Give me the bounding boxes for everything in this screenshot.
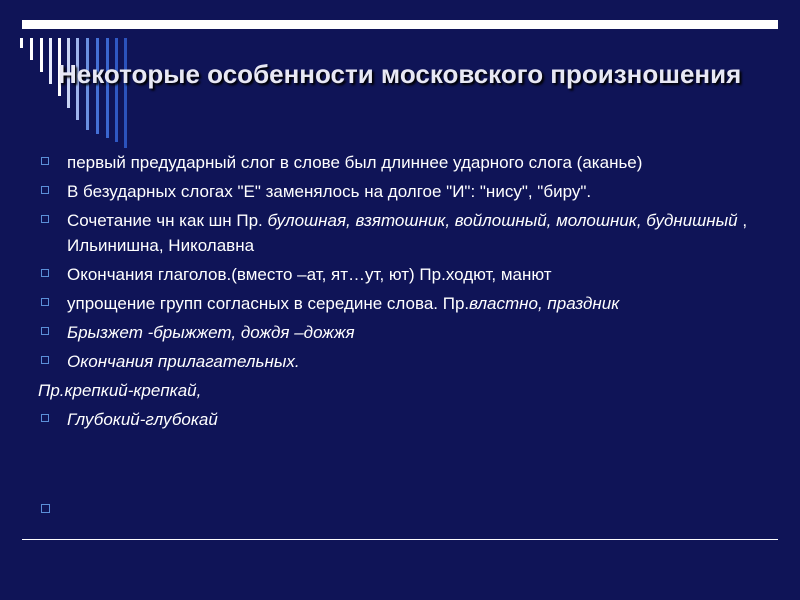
item-example: властно, праздник xyxy=(469,294,620,313)
item-text: Окончания глаголов.(вместо –ат, ят…ут, ют) Пр.ходют, манют xyxy=(67,265,552,284)
square-bullet-icon xyxy=(41,327,49,335)
item-example: булошная, взятошник, войлошный, молошник, буднишный xyxy=(267,211,738,230)
item-text: Окончания прилагательных. xyxy=(67,352,300,371)
stripe xyxy=(20,38,23,48)
item-text: , Ильинишна, Николавна xyxy=(67,211,748,255)
list-item xyxy=(38,378,778,403)
item-text: Брызжет -брыжжет, дождя –дожжя xyxy=(67,323,355,342)
stripe xyxy=(30,38,33,60)
square-bullet-icon xyxy=(41,157,49,165)
item-text: первый предударный слог в слове был длиннее ударного слога (аканье) xyxy=(67,153,643,172)
list-item xyxy=(38,349,778,374)
square-bullet-icon xyxy=(41,215,49,223)
item-text: Глубокий-глубокай xyxy=(67,410,218,429)
stripe xyxy=(49,38,52,84)
bottom-rule xyxy=(22,539,778,540)
list-item xyxy=(38,407,778,432)
item-text: Пр.крепкий-крепкай, xyxy=(38,381,202,400)
square-bullet-icon xyxy=(41,298,49,306)
list-item xyxy=(38,291,778,316)
square-bullet-icon xyxy=(41,356,49,364)
list-item xyxy=(38,208,778,258)
item-text: Сочетание чн как шн Пр. xyxy=(67,211,268,230)
list-item xyxy=(38,262,778,287)
item-text: упрощение групп согласных в середине слова. Пр. xyxy=(67,294,470,313)
item-text: В безударных слогах "Е" заменялось на долгое "И": "нису", "биру". xyxy=(67,182,592,201)
list-item xyxy=(38,179,778,204)
empty-square-bullet-icon xyxy=(41,504,50,513)
stripe xyxy=(124,38,127,148)
list-item xyxy=(38,320,778,345)
square-bullet-icon xyxy=(41,269,49,277)
square-bullet-icon xyxy=(41,186,49,194)
bullet-list xyxy=(38,150,778,436)
list-item xyxy=(38,150,778,175)
stripe xyxy=(40,38,43,72)
top-rule xyxy=(22,20,778,29)
square-bullet-icon xyxy=(41,414,49,422)
slide-title: Некоторые особенности московского произношения xyxy=(58,59,742,89)
